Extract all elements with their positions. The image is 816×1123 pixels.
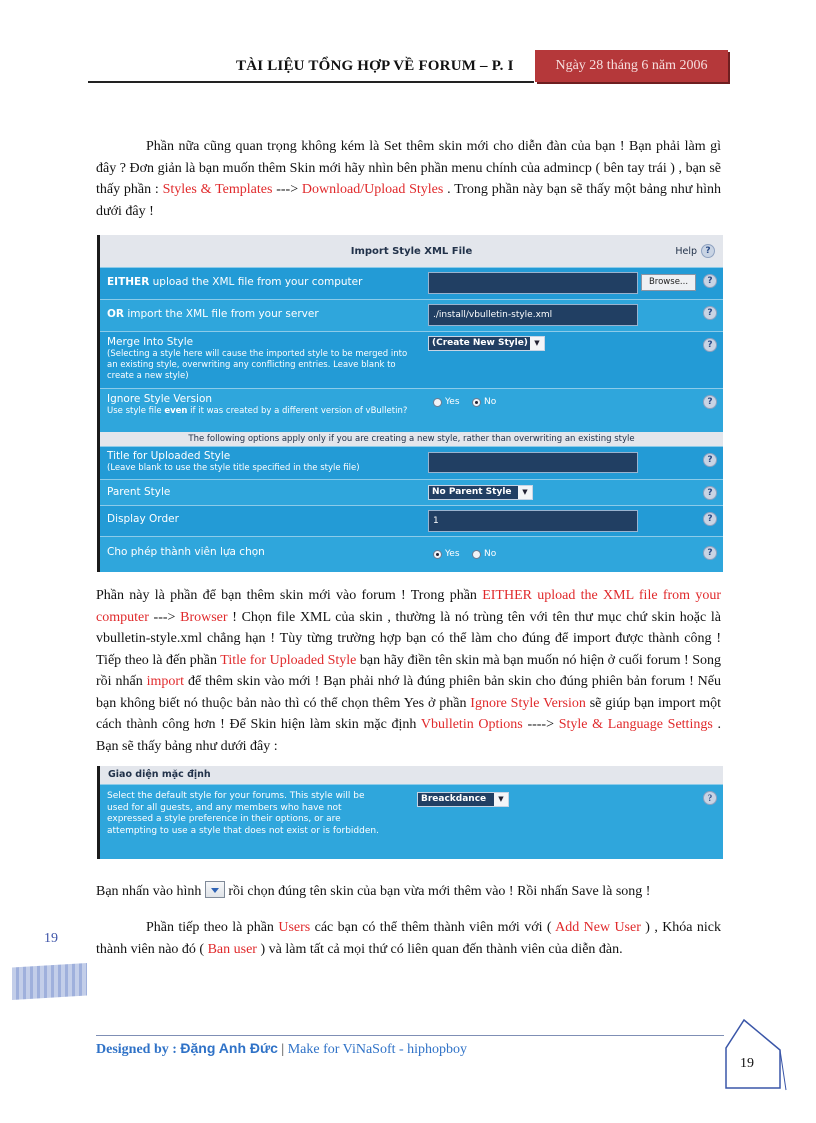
allow-yes-radio[interactable]: Yes <box>433 549 460 559</box>
import-style-panel <box>97 235 723 572</box>
help-icon[interactable]: ? <box>703 395 717 409</box>
title-upload-label: Title for Uploaded Style (Leave blank to use the style title specified in the style file) <box>107 450 422 474</box>
display-order-input[interactable]: 1 <box>428 510 638 532</box>
allow-no-radio[interactable]: No <box>472 549 496 559</box>
default-style-select[interactable]: Breackdance ▼ <box>417 792 509 807</box>
default-style-row <box>100 784 723 860</box>
page-decoration-image <box>12 963 87 1000</box>
row-merge-style <box>100 331 723 388</box>
select-instruction-paragraph: Bạn nhấn vào hình rồi chọn đúng tên skin của bạn vừa mới thêm vào ! Rồi nhấn Save là song ! <box>96 881 721 903</box>
row-allow-choice <box>100 536 723 567</box>
browse-button[interactable]: Browse... <box>641 274 696 291</box>
help-icon[interactable]: ? <box>703 338 717 352</box>
footer-page-number: 19 <box>740 1056 754 1071</box>
page-badge-shape <box>718 1018 788 1092</box>
help-icon[interactable]: ? <box>703 486 717 500</box>
panel-header <box>100 235 723 267</box>
help-link[interactable]: Help ? <box>675 244 715 258</box>
default-style-header: Giao diện mặc định <box>100 766 723 784</box>
users-paragraph: Phần tiếp theo là phần Users các bạn có thể thêm thành viên mới với ( Add New User ) , Khóa nick thành viên nào đó ( Ban user ) và làm tất cả mọi thứ có liên quan đến thành viên của diễn đàn. <box>96 920 722 957</box>
panel-title: Import Style XML File <box>350 245 473 257</box>
date-badge: Ngày 28 tháng 6 năm 2006 <box>535 50 728 82</box>
merge-description: (Selecting a style here will cause the imported style to be merged into an existing style, overwriting any conflicting entries. Leave blank to create a new style) <box>107 349 408 381</box>
row-ignore-version <box>100 388 723 432</box>
help-icon[interactable]: ? <box>703 791 717 805</box>
merge-style-select[interactable]: (Create New Style) ▼ <box>428 336 545 351</box>
help-icon[interactable]: ? <box>703 453 717 467</box>
chevron-down-icon: ▼ <box>494 793 508 806</box>
server-file-input[interactable]: ./install/vbulletin-style.xml <box>428 304 638 326</box>
parent-style-label: Parent Style <box>107 486 171 498</box>
ignore-version-description: Use style file even if it was created by a different version of vBulletin? <box>107 406 408 416</box>
merge-label: Merge Into Style (Selecting a style here will cause the imported style to be merged into an existing style, overwriting any conflicting entries. Leave blank to create a new style) <box>107 336 417 382</box>
default-style-description: Select the default style for your forums. This style will be used for all guests, and any members who have not expressed a style preference in their options, or are attempting to use a style that does not exist or is forbidden. <box>107 791 379 836</box>
side-page-number: 19 <box>44 931 58 946</box>
footer-rule <box>96 1035 724 1036</box>
row-server-file <box>100 299 723 331</box>
server-file-label: OR import the XML file from your server <box>107 308 319 320</box>
options-notice: The following options apply only if you are creating a new style, rather than overwriting an existing style <box>100 432 723 446</box>
parent-style-select[interactable]: No Parent Style ▼ <box>428 485 533 500</box>
row-upload-file <box>100 267 723 299</box>
display-order-label: Display Order <box>107 513 179 525</box>
header-rule <box>88 81 534 83</box>
title-upload-input[interactable] <box>428 452 638 473</box>
allow-choice-label: Cho phép thành viên lựa chọn <box>107 546 265 558</box>
upload-file-input[interactable] <box>428 272 638 294</box>
intro-paragraph: Phần nữa cũng quan trọng không kém là Set thêm skin mới cho diễn đàn của bạn ! Bạn phải làm gì đây ? Đơn giản là bạn muốn thêm Skin mới hãy nhìn bên phần menu chính của admincp ( bên tay trái ) , bạn sẽ thấy phần : Styles & Templates ---> Download/Upload Styles . Trong phần này bạn sẽ thấy một bảng như hình dưới đây ! <box>96 139 721 219</box>
upload-label: EITHER upload the XML file from your computer <box>107 276 363 288</box>
help-icon[interactable]: ? <box>703 274 717 288</box>
title-upload-description: (Leave blank to use the style title specified in the style file) <box>107 463 360 473</box>
row-parent-style <box>100 479 723 505</box>
chevron-down-icon: ▼ <box>518 486 532 499</box>
help-icon[interactable]: ? <box>703 512 717 526</box>
default-style-panel <box>97 766 723 859</box>
page-number-badge <box>718 1018 788 1092</box>
row-title-upload <box>100 446 723 479</box>
upload-instructions-paragraph: Phần này là phần để bạn thêm skin mới vào forum ! Trong phần EITHER upload the XML file from your computer ---> Browser ! Chọn file XML của skin , thường là nó trùng tên với tên thư mục chứ skin hoặc là vbulletin-style.xml chẳng hạn ! Tùy từng trường hợp bạn có thể làm cho đúng để import được thành công ! Tiếp theo là đến phần Title for Uploaded Style bạn hãy điền tên skin mà bạn muốn nó hiện ở cuối forum ! Song rồi nhấn import để thêm skin vào mới ! Bạn phải nhớ là đúng phiên bản skin cho đúng phiên bản forum ! Nếu bạn không biết nó thuộc bản nào thì có thể chọn thêm Yes ở phần Ignore Style Version sẽ giúp bạn import một cách thành công hơn ! Để Skin hiện làm skin mặc định Vbulletin Options ----> Style & Language Settings . Bạn sẽ thấy bảng như dưới đây : <box>96 588 722 754</box>
ignore-no-radio[interactable]: No <box>472 397 496 407</box>
ignore-version-label: Ignore Style Version Use style file even if it was created by a different version of vBulletin? <box>107 393 422 417</box>
help-icon[interactable]: ? <box>701 244 715 258</box>
document-title: TÀI LIỆU TỔNG HỢP VỀ FORUM – P. I <box>236 58 514 74</box>
help-icon[interactable]: ? <box>703 546 717 560</box>
ignore-yes-radio[interactable]: Yes <box>433 397 460 407</box>
dropdown-arrow-icon <box>205 881 225 898</box>
row-display-order <box>100 505 723 536</box>
help-icon[interactable]: ? <box>703 306 717 320</box>
footer-credits: Designed by : Đặng Anh Đức | Make for ViNaSoft - hiphopboy <box>96 1040 468 1057</box>
chevron-down-icon: ▼ <box>530 337 544 350</box>
